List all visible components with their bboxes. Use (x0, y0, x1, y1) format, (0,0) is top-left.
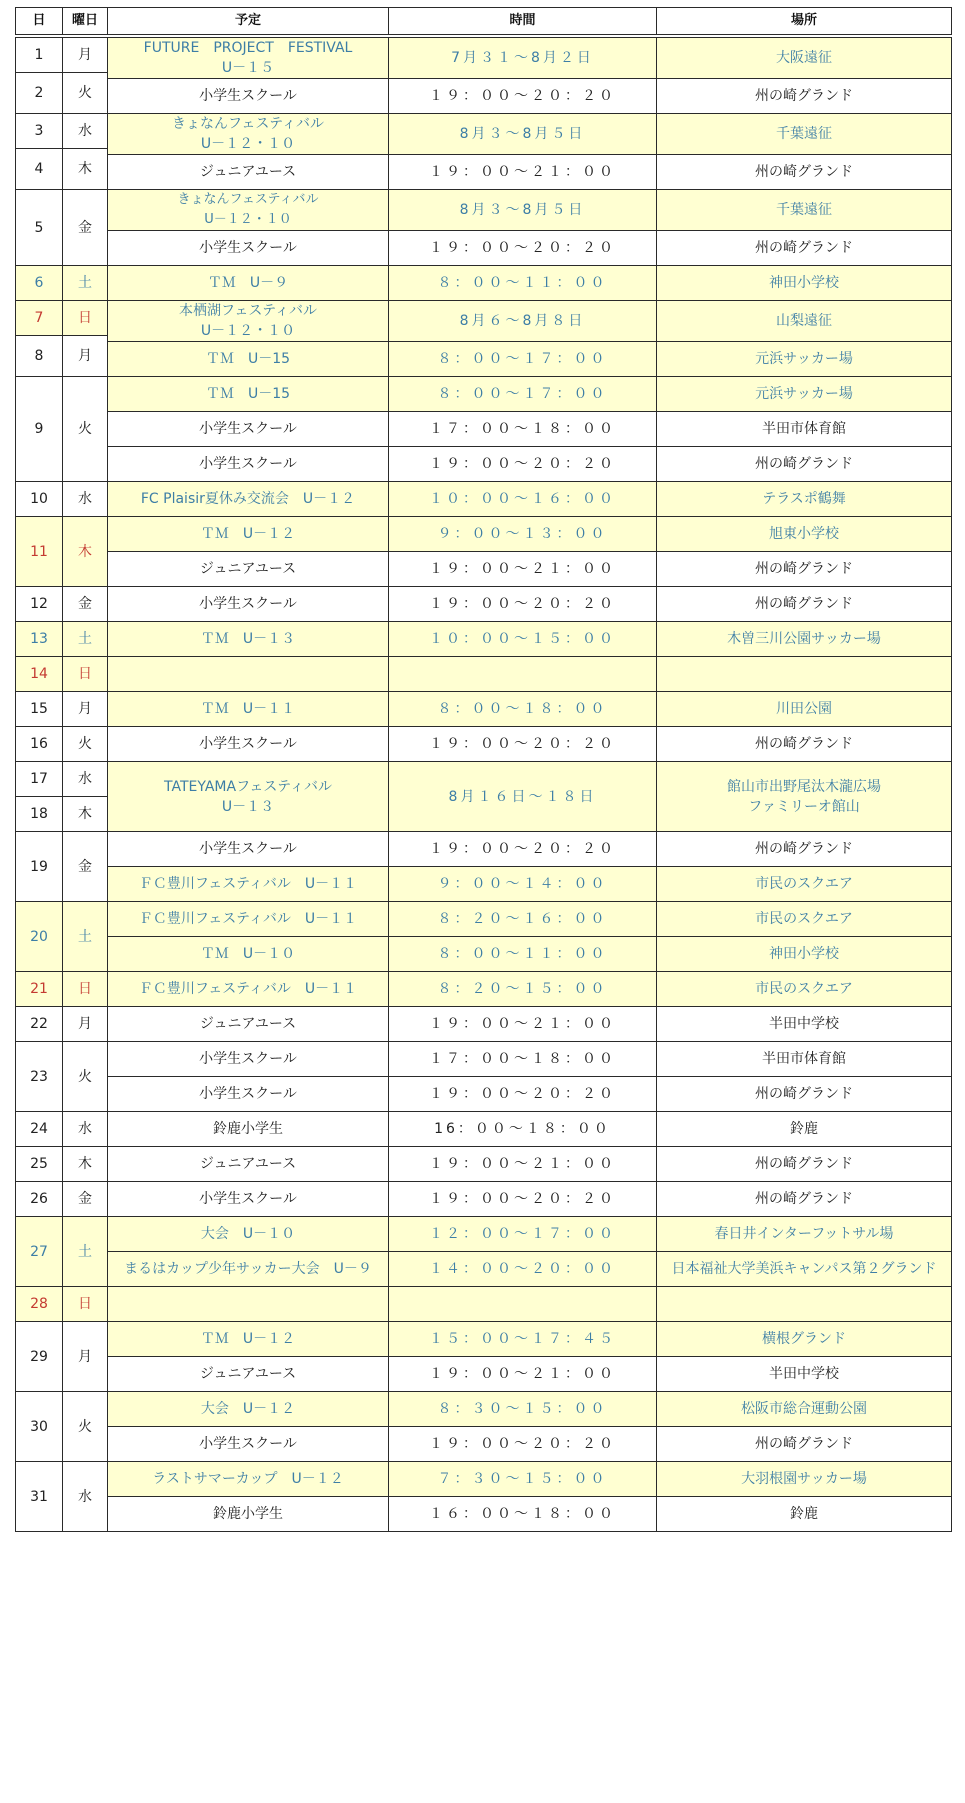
day-number: 18 (16, 797, 63, 832)
table-row (16, 1427, 952, 1462)
weekday: 水 (63, 1462, 108, 1532)
day-number: 7 (16, 301, 63, 336)
time-cell (389, 1287, 657, 1322)
table-row (16, 867, 952, 902)
table-row (16, 552, 952, 587)
event-cell: 小学生スクール (108, 1042, 389, 1077)
weekday: 木 (63, 797, 108, 832)
day-number: 28 (16, 1287, 63, 1322)
day-number: 25 (16, 1147, 63, 1182)
event-cell: 小学生スクール (108, 727, 389, 762)
place-cell (657, 1287, 952, 1322)
place-cell: 州の崎グランド (657, 832, 952, 867)
time-cell: １９：００～２０：２０ (389, 231, 657, 266)
weekday: 土 (63, 622, 108, 657)
weekday: 金 (63, 832, 108, 902)
time-cell: １４：００～２０：００ (389, 1252, 657, 1287)
table-row (16, 1252, 952, 1287)
event-cell: ＴＭ U－１２ (108, 517, 389, 552)
place-cell: テラスポ鶴舞 (657, 482, 952, 517)
table-row (16, 342, 952, 377)
event-cell: ＴＭ U－１０ (108, 937, 389, 972)
table-row (16, 1042, 952, 1077)
time-cell: １９：００～２１：００ (389, 155, 657, 190)
table-row (16, 447, 952, 482)
place-cell: 元浜サッカー場 (657, 342, 952, 377)
day-number: 22 (16, 1007, 63, 1042)
table-row (16, 937, 952, 972)
weekday: 木 (63, 517, 108, 587)
place-cell: 鈴鹿 (657, 1112, 952, 1147)
table-row (16, 587, 952, 622)
weekday: 水 (63, 1112, 108, 1147)
event-cell: ジュニアユース (108, 1147, 389, 1182)
event-cell: ＦＣ豊川フェスティバル U－１１ (108, 972, 389, 1007)
place-cell: 鈴鹿 (657, 1497, 952, 1532)
table-row (16, 36, 952, 73)
day-number: 10 (16, 482, 63, 517)
time-cell: ８：００～１７：００ (389, 342, 657, 377)
place-cell: 市民のスクエア (657, 902, 952, 937)
event-line: FUTURE PROJECT FESTIVAL (143, 40, 353, 56)
place-cell: 半田中学校 (657, 1357, 952, 1392)
event-cell (108, 114, 389, 155)
event-cell: 大会 U－１０ (108, 1217, 389, 1252)
time-cell: １９：００～２０：２０ (389, 832, 657, 867)
day-number: 2 (16, 73, 63, 114)
event-cell (108, 762, 389, 832)
header-weekday: 曜日 (63, 8, 108, 37)
time-cell: １９：００～２０：２０ (389, 447, 657, 482)
time-cell: １９：００～２０：２０ (389, 1182, 657, 1217)
day-number: 1 (16, 36, 63, 73)
place-cell: 半田市体育館 (657, 1042, 952, 1077)
place-cell: 州の崎グランド (657, 155, 952, 190)
place-cell: 州の崎グランド (657, 552, 952, 587)
day-number: 12 (16, 587, 63, 622)
event-cell: 小学生スクール (108, 1427, 389, 1462)
table-row (16, 190, 952, 231)
weekday: 月 (63, 1007, 108, 1042)
event-cell: 小学生スクール (108, 231, 389, 266)
place-cell: 松阪市総合運動公園 (657, 1392, 952, 1427)
header-place: 場所 (657, 8, 952, 37)
table-row (16, 1217, 952, 1252)
weekday: 日 (63, 657, 108, 692)
table-row (16, 79, 952, 114)
weekday: 水 (63, 762, 108, 797)
event-line: きょなんフェスティバル (177, 192, 319, 207)
event-cell: ＴＭ U－１２ (108, 1322, 389, 1357)
event-cell: ジュニアユース (108, 552, 389, 587)
table-row (16, 517, 952, 552)
time-cell: 8月６～8月８日 (389, 301, 657, 342)
day-number: 14 (16, 657, 63, 692)
table-row (16, 377, 952, 412)
event-line: U－１２・１０ (204, 212, 292, 227)
time-cell: 8月３～8月５日 (389, 114, 657, 155)
time-cell: ９：００～１４：００ (389, 867, 657, 902)
place-cell: 市民のスクエア (657, 867, 952, 902)
place-line: 館山市出野尾汰木瀧広場 (727, 778, 881, 795)
day-number: 21 (16, 972, 63, 1007)
event-cell (108, 1287, 389, 1322)
table-row (16, 1077, 952, 1112)
place-cell: 木曽三川公園サッカー場 (657, 622, 952, 657)
table-row (16, 832, 952, 867)
event-cell (108, 657, 389, 692)
weekday: 水 (63, 482, 108, 517)
table-row (16, 1112, 952, 1147)
weekday: 火 (63, 1392, 108, 1462)
weekday: 土 (63, 1217, 108, 1287)
time-cell: ８：２０～１６：００ (389, 902, 657, 937)
day-number: 29 (16, 1322, 63, 1392)
event-cell: ＴＭ U－15 (108, 377, 389, 412)
day-number: 26 (16, 1182, 63, 1217)
time-cell: 8月３～8月５日 (389, 190, 657, 231)
time-cell: ８：２０～１５：００ (389, 972, 657, 1007)
weekday: 金 (63, 587, 108, 622)
day-number: 8 (16, 336, 63, 377)
weekday: 日 (63, 972, 108, 1007)
time-cell: １９：００～２０：２０ (389, 587, 657, 622)
table-row (16, 1287, 952, 1322)
header-row (16, 8, 952, 37)
time-cell: ８：００～１７：００ (389, 377, 657, 412)
day-number: 20 (16, 902, 63, 972)
time-cell: １９：００～２１：００ (389, 1147, 657, 1182)
day-number: 30 (16, 1392, 63, 1462)
time-cell: ８：００～１８：００ (389, 692, 657, 727)
header-day: 日 (16, 8, 63, 37)
table-row (16, 482, 952, 517)
weekday: 火 (63, 1042, 108, 1112)
event-cell: ジュニアユース (108, 1007, 389, 1042)
event-cell: 小学生スクール (108, 587, 389, 622)
day-number: 24 (16, 1112, 63, 1147)
event-cell (108, 36, 389, 79)
place-cell: 元浜サッカー場 (657, 377, 952, 412)
schedule-body (16, 36, 952, 1532)
event-cell: ＴＭ U－１３ (108, 622, 389, 657)
place-cell: 横根グランド (657, 1322, 952, 1357)
table-row (16, 1147, 952, 1182)
day-number: 6 (16, 266, 63, 301)
place-cell: 日本福祉大学美浜キャンパス第２グランド (657, 1252, 952, 1287)
event-cell: ＴＭ U－９ (108, 266, 389, 301)
place-cell: 州の崎グランド (657, 1182, 952, 1217)
header-time: 時間 (389, 8, 657, 37)
weekday: 日 (63, 301, 108, 336)
event-line: U－１３ (221, 798, 275, 815)
time-cell: １６：００～１８：００ (389, 1497, 657, 1532)
time-cell: １９：００～２０：２０ (389, 1427, 657, 1462)
event-line: U－１２・１０ (200, 136, 296, 152)
time-cell: １５：００～１７：４５ (389, 1322, 657, 1357)
weekday: 月 (63, 36, 108, 73)
day-number: 27 (16, 1217, 63, 1287)
day-number: 13 (16, 622, 63, 657)
place-cell (657, 657, 952, 692)
event-line: U－１５ (221, 60, 275, 76)
day-number: 16 (16, 727, 63, 762)
time-cell: 8月１６日～１８日 (389, 762, 657, 832)
event-cell: ＦＣ豊川フェスティバル U－１１ (108, 867, 389, 902)
time-cell: １９：００～２０：２０ (389, 1077, 657, 1112)
place-cell (657, 762, 952, 832)
weekday: 月 (63, 1322, 108, 1392)
event-cell: 小学生スクール (108, 412, 389, 447)
day-number: 19 (16, 832, 63, 902)
time-cell: １９：００～２１：００ (389, 1007, 657, 1042)
time-cell: ８：００～１１：００ (389, 266, 657, 301)
place-cell: 州の崎グランド (657, 587, 952, 622)
table-row (16, 1357, 952, 1392)
event-cell: 小学生スクール (108, 79, 389, 114)
event-cell: 鈴鹿小学生 (108, 1112, 389, 1147)
event-line: きょなんフェスティバル (172, 116, 324, 132)
time-cell: ８：００～１１：００ (389, 937, 657, 972)
time-cell: ９：００～１３：００ (389, 517, 657, 552)
place-cell: 山梨遠征 (657, 301, 952, 342)
place-cell: 千葉遠征 (657, 114, 952, 155)
place-cell: 千葉遠征 (657, 190, 952, 231)
place-cell: 川田公園 (657, 692, 952, 727)
place-cell: 州の崎グランド (657, 79, 952, 114)
weekday: 火 (63, 73, 108, 114)
table-row (16, 266, 952, 301)
day-number: 9 (16, 377, 63, 482)
event-line: 本栖湖フェスティバル (179, 303, 317, 319)
place-cell: 大羽根園サッカー場 (657, 1462, 952, 1497)
place-cell: 神田小学校 (657, 937, 952, 972)
time-cell: １７：００～１８：００ (389, 412, 657, 447)
table-row (16, 1392, 952, 1427)
weekday: 月 (63, 692, 108, 727)
table-row (16, 902, 952, 937)
weekday: 金 (63, 190, 108, 266)
weekday: 日 (63, 1287, 108, 1322)
table-row (16, 114, 952, 149)
time-cell: １０：００～１６：００ (389, 482, 657, 517)
time-cell: ８：３０～１５：００ (389, 1392, 657, 1427)
time-cell: １７：００～１８：００ (389, 1042, 657, 1077)
day-number: 15 (16, 692, 63, 727)
place-cell: 神田小学校 (657, 266, 952, 301)
day-number: 17 (16, 762, 63, 797)
place-cell: 半田市体育館 (657, 412, 952, 447)
day-number: 4 (16, 149, 63, 190)
day-number: 23 (16, 1042, 63, 1112)
event-cell: ジュニアユース (108, 155, 389, 190)
place-cell: 市民のスクエア (657, 972, 952, 1007)
place-cell: 州の崎グランド (657, 727, 952, 762)
event-cell: ＴＭ U－１１ (108, 692, 389, 727)
time-cell: １９：００～２０：２０ (389, 727, 657, 762)
time-cell: １９：００～２１：００ (389, 552, 657, 587)
table-row (16, 622, 952, 657)
place-cell: 州の崎グランド (657, 1427, 952, 1462)
event-cell: ラストサマーカップ U－１２ (108, 1462, 389, 1497)
event-cell (108, 301, 389, 342)
table-row (16, 1322, 952, 1357)
day-number: 5 (16, 190, 63, 266)
weekday: 水 (63, 114, 108, 149)
header-event: 予定 (108, 8, 389, 37)
weekday: 火 (63, 727, 108, 762)
time-cell: 16：００～１８：００ (389, 1112, 657, 1147)
event-cell: ＦＣ豊川フェスティバル U－１１ (108, 902, 389, 937)
place-cell: 州の崎グランド (657, 231, 952, 266)
event-cell: 小学生スクール (108, 447, 389, 482)
weekday: 土 (63, 902, 108, 972)
event-cell: 大会 U－１２ (108, 1392, 389, 1427)
table-row (16, 692, 952, 727)
event-line: TATEYAMAフェスティバル (164, 778, 332, 795)
monthly-schedule-table (15, 7, 952, 1532)
event-line: U－１２・１０ (200, 323, 296, 339)
table-row (16, 1007, 952, 1042)
day-number: 31 (16, 1462, 63, 1532)
event-cell (108, 190, 389, 231)
event-cell: まるはカップ少年サッカー大会 U－９ (108, 1252, 389, 1287)
event-cell: FC Plaisir夏休み交流会 U－１２ (108, 482, 389, 517)
time-cell: １２：００～１７：００ (389, 1217, 657, 1252)
time-cell: ７：３０～１５：００ (389, 1462, 657, 1497)
place-cell: 旭東小学校 (657, 517, 952, 552)
event-cell: 小学生スクール (108, 1077, 389, 1112)
place-cell: 大阪遠征 (657, 36, 952, 79)
event-cell: 小学生スクール (108, 1182, 389, 1217)
time-cell: １９：００～２１：００ (389, 1357, 657, 1392)
weekday: 木 (63, 149, 108, 190)
time-cell: 7月３１～8月２日 (389, 36, 657, 79)
place-cell: 州の崎グランド (657, 1077, 952, 1112)
table-row (16, 657, 952, 692)
weekday: 火 (63, 377, 108, 482)
place-cell: 半田中学校 (657, 1007, 952, 1042)
table-row (16, 1462, 952, 1497)
time-cell: １９：００～２０：２０ (389, 79, 657, 114)
table-row (16, 1497, 952, 1532)
table-row (16, 727, 952, 762)
weekday: 土 (63, 266, 108, 301)
place-cell: 州の崎グランド (657, 1147, 952, 1182)
event-cell: 鈴鹿小学生 (108, 1497, 389, 1532)
day-number: 3 (16, 114, 63, 149)
table-row (16, 972, 952, 1007)
table-row (16, 1182, 952, 1217)
weekday: 木 (63, 1147, 108, 1182)
table-row (16, 155, 952, 190)
event-cell: 小学生スクール (108, 832, 389, 867)
event-cell: ＴＭ U－15 (108, 342, 389, 377)
day-number: 11 (16, 517, 63, 587)
event-cell: ジュニアユース (108, 1357, 389, 1392)
time-cell (389, 657, 657, 692)
weekday: 金 (63, 1182, 108, 1217)
weekday: 月 (63, 336, 108, 377)
place-cell: 州の崎グランド (657, 447, 952, 482)
time-cell: １０：００～１５：００ (389, 622, 657, 657)
table-row (16, 412, 952, 447)
place-cell: 春日井インターフットサル場 (657, 1217, 952, 1252)
place-line: ファミリーオ館山 (748, 798, 860, 815)
table-row (16, 231, 952, 266)
